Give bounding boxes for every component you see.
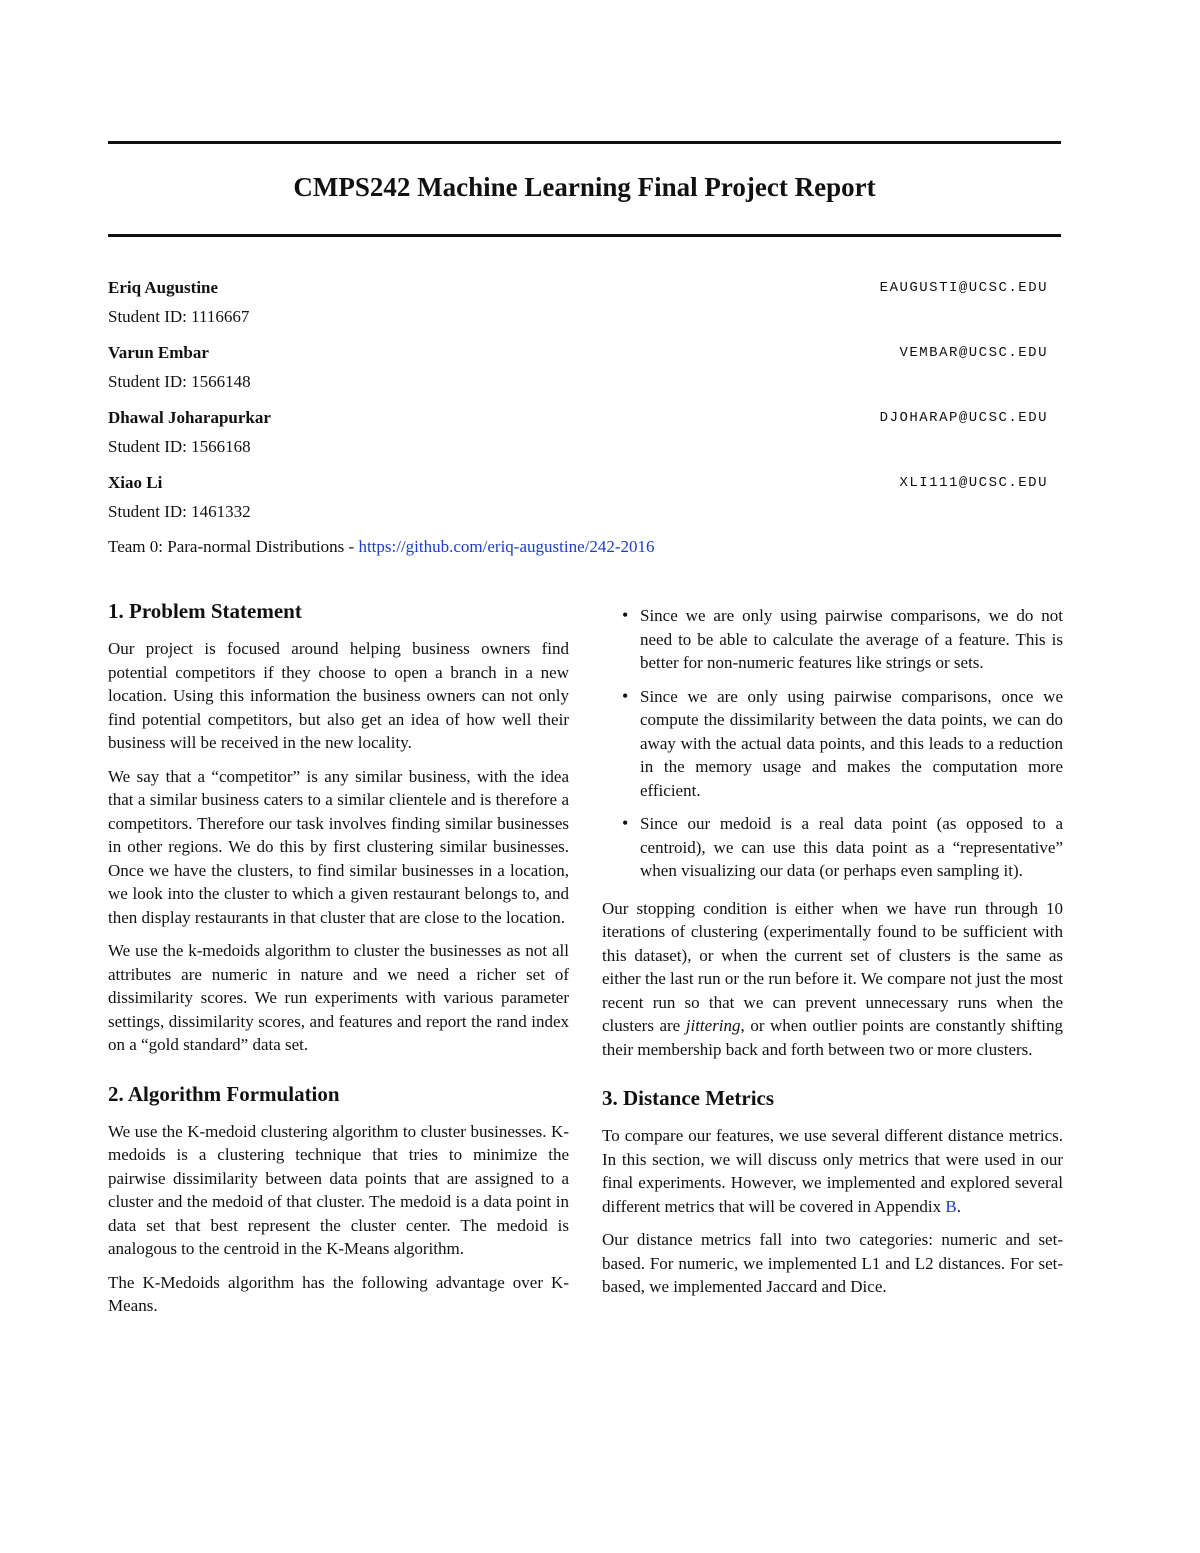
emphasis-text: jittering — [685, 1016, 741, 1035]
title-bottom-rule — [108, 234, 1061, 237]
author-name: Dhawal Joharapurkar — [108, 408, 271, 427]
right-column — [602, 604, 1063, 1309]
author-block — [108, 342, 1048, 393]
list-item: • Since we are only using pairwise comparisons, once we compute the dissimilarity between the data points, we can do away with the actual data points, and this leads to a reduction in the memory usage and makes the computation more efficient. — [602, 685, 1063, 803]
title-top-rule — [108, 141, 1061, 144]
paragraph: Our distance metrics fall into two categories: numeric and set-based. For numeric, we implemented L1 and L2 distances. For set-based, we implemented Jaccard and Dice. — [602, 1230, 1063, 1296]
paragraph: Our project is focused around helping business owners find potential competitors if they choose to open a branch in a new location. Using this information the business owners can not only find potential competitors, but also get an idea of how well their business will be received in the new locality. — [108, 639, 569, 752]
author-email: VEMBAR@UCSC.EDU — [899, 345, 1048, 361]
paragraph — [602, 897, 1063, 1062]
section-heading-problem-statement: 1. Problem Statement — [108, 599, 302, 623]
author-block — [108, 472, 1048, 523]
author-student-id: Student ID: 1566148 — [108, 372, 251, 391]
paragraph — [602, 1124, 1063, 1218]
author-name: Varun Embar — [108, 343, 209, 362]
paragraph-text: To compare our features, we use several different distance metrics. In this section, we will discuss only metrics that were used in our final experiments. However, we implemented and explored several different metrics that will be covered in Appendix — [602, 1126, 1063, 1216]
paragraph: We use the K-medoid clustering algorithm to cluster businesses. K-medoids is a clustering technique that tries to minimize the pairwise dissimilarity between data points that are assigned to a cluster and the medoid of that cluster. The medoid is a data point in data set that best represent the cluster center. The medoid is analogous to the centroid in the K-Means algorithm. — [108, 1121, 569, 1258]
author-student-id: Student ID: 1566168 — [108, 437, 251, 456]
author-block — [108, 407, 1048, 458]
author-email: EAUGUSTI@UCSC.EDU — [879, 280, 1048, 296]
paragraph: We use the k-medoids algorithm to cluster the businesses as not all attributes are numeric in nature and we need a richer set of dissimilarity scores. We run experiments with various parameter settings, dissimilarity scores, and features and report the rand index on a “gold standard” data set. — [108, 941, 569, 1054]
team-line — [108, 537, 655, 557]
author-name: Eriq Augustine — [108, 278, 219, 297]
github-link[interactable]: https://github.com/eriq-augustine/242-2016 — [358, 537, 655, 556]
paragraph-text: Our stopping condition is either when we have run through 10 iterations of clustering (experimentally found to be sufficient with this dataset), or when the current set of clusters is the same as either the last run or the run before it. We compare not just the most recent run so that we can prevent unnecessary runs when the clusters are — [602, 898, 1063, 1035]
list-item: • Since we are only using pairwise comparisons, we do not need to be able to calculate the average of a feature. This is better for non-numeric features like strings or sets. — [602, 604, 1063, 675]
paragraph-text: . — [956, 1196, 961, 1216]
paper-title: CMPS242 Machine Learning Final Project Report — [293, 172, 876, 202]
advantages-list — [602, 604, 1063, 883]
paragraph: We say that a “competitor” is any similar business, with the idea that a similar business caters to a similar clientele and is therefore a competitors. Therefore our task involves finding similar businesses in other regions. We do this by first clustering similar businesses. Once we have the clusters, to find similar businesses in a location, we look into the cluster to which a given restaurant belongs to, and then display restaurants in that cluster that are close to the location. — [108, 766, 569, 927]
author-student-id: Student ID: 1461332 — [108, 502, 251, 521]
author-email: XLI111@UCSC.EDU — [899, 475, 1048, 491]
author-block — [108, 277, 1048, 328]
paragraph: The K-Medoids algorithm has the following advantage over K-Means. — [108, 1272, 569, 1315]
team-label: Team 0: Para-normal Distributions - — [108, 537, 359, 556]
author-name: Xiao Li — [108, 473, 163, 492]
list-item: • Since our medoid is a real data point (as opposed to a centroid), we can use this data point as a “representative” when visualizing our data (or perhaps even sampling it). — [602, 812, 1063, 883]
paragraph-text: , or when outlier points are constantly shifting their membership back and forth between two or more clusters. — [602, 1016, 1063, 1059]
author-student-id: Student ID: 1116667 — [108, 307, 250, 326]
section-heading-distance-metrics: 3. Distance Metrics — [602, 1086, 775, 1110]
appendix-link[interactable]: B — [945, 1196, 957, 1216]
section-heading-algorithm-formulation: 2. Algorithm Formulation — [108, 1081, 340, 1106]
left-column — [108, 598, 569, 1328]
author-email: DJOHARAP@UCSC.EDU — [879, 410, 1048, 426]
